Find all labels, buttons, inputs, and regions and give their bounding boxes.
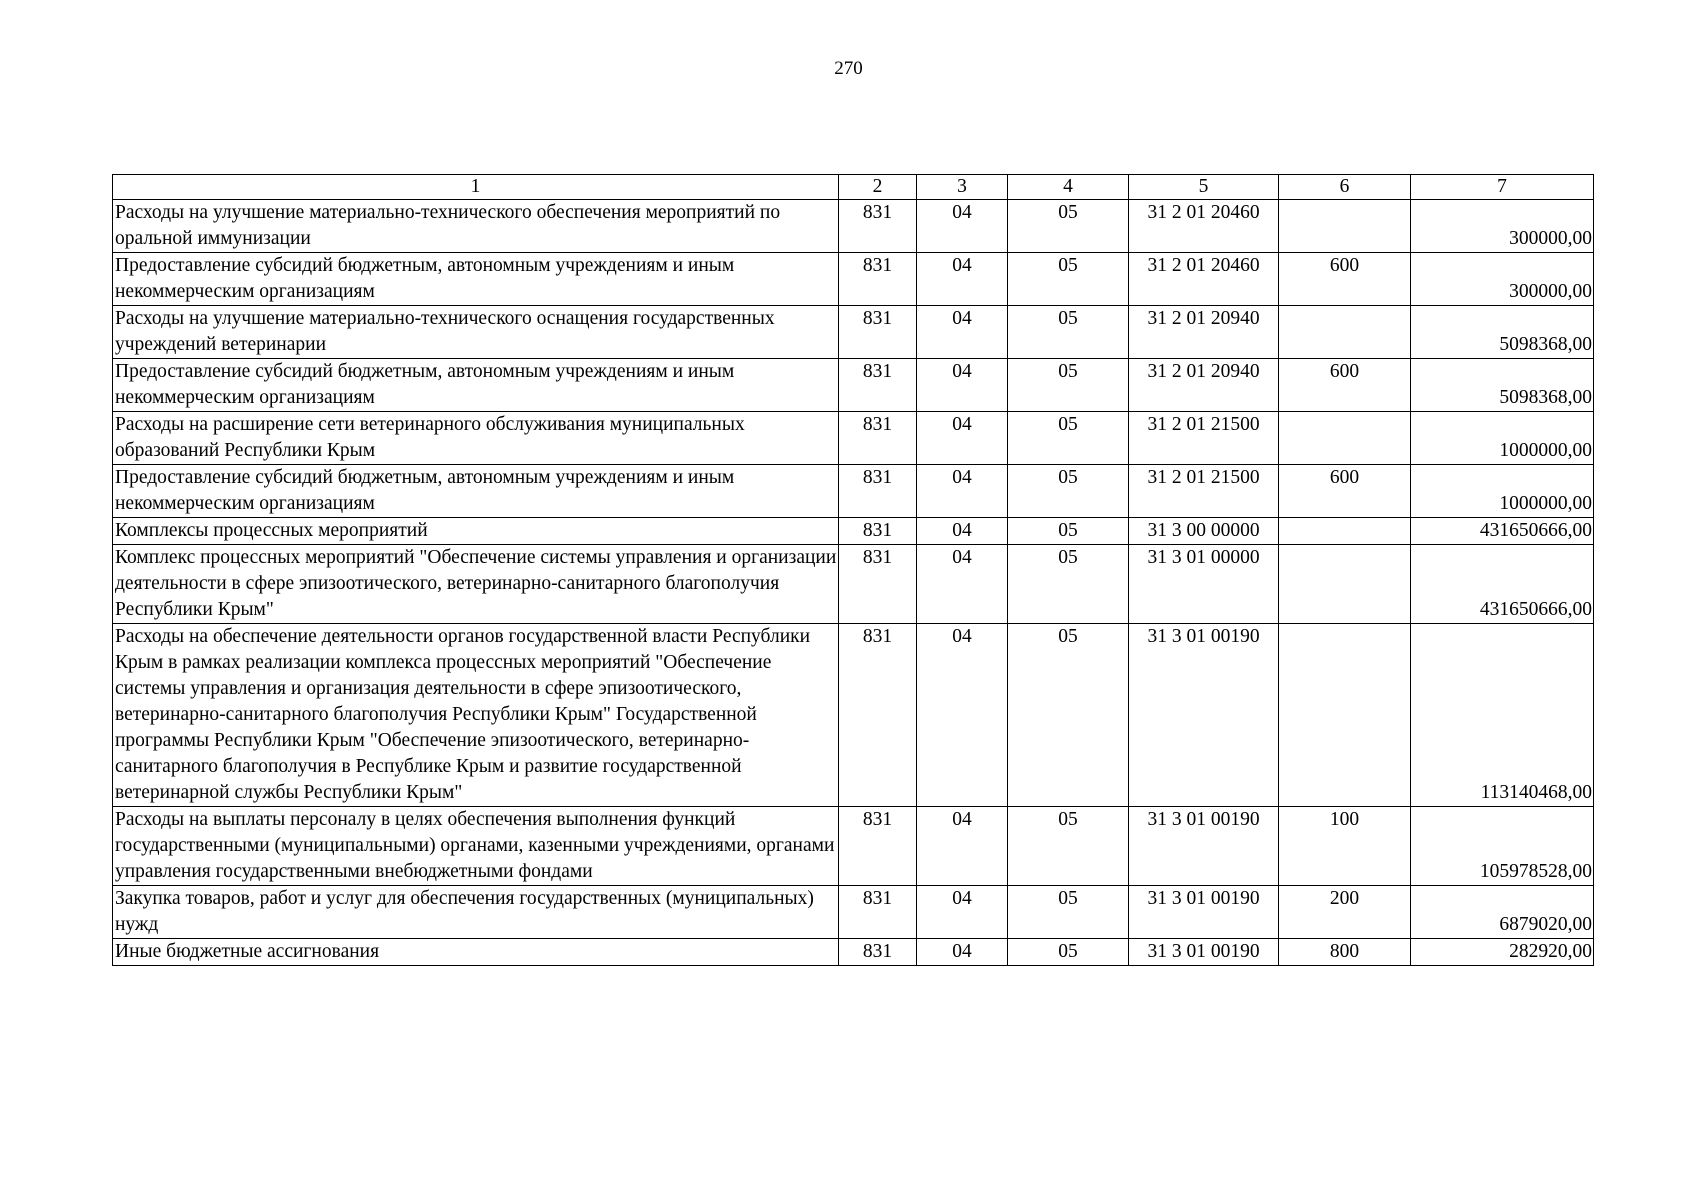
cell-target-item: 31 3 01 00190 — [1129, 807, 1279, 886]
column-header: 5 — [1129, 175, 1279, 200]
row-description: Расходы на улучшение материально-технического оснащения государственных учреждений ветеринарии — [113, 306, 839, 359]
cell-amount: 1000000,00 — [1411, 465, 1594, 518]
cell-target-item: 31 3 01 00190 — [1129, 624, 1279, 807]
table-row — [113, 545, 1594, 624]
cell-target-item: 31 3 01 00190 — [1129, 886, 1279, 939]
cell-amount: 6879020,00 — [1411, 886, 1594, 939]
column-header: 4 — [1008, 175, 1129, 200]
row-description: Предоставление субсидий бюджетным, автономным учреждениям и иным некоммерческим организациям — [113, 465, 839, 518]
cell-amount: 5098368,00 — [1411, 359, 1594, 412]
row-description: Комплексы процессных мероприятий — [113, 518, 839, 545]
row-description: Расходы на обеспечение деятельности органов государственной власти Республики Крым в рамках реализации комплекса процессных мероприятий "Обеспечение системы управления и организация деятельности в сфере эпизоотического, ветеринарно-санитарного благополучия Республики Крым" Государственной программы Республики Крым "Обеспечение эпизоотического, ветеринарно-санитарного благополучия в Республике Крым и развитие государственной ветеринарной службы Республики Крым" — [113, 624, 839, 807]
cell-subsection: 05 — [1008, 939, 1129, 966]
cell-ministry-code: 831 — [839, 545, 917, 624]
cell-section: 04 — [917, 939, 1008, 966]
cell-expense-type — [1279, 624, 1411, 807]
cell-target-item: 31 3 01 00000 — [1129, 545, 1279, 624]
cell-expense-type: 200 — [1279, 886, 1411, 939]
table-row — [113, 518, 1594, 545]
cell-subsection: 05 — [1008, 518, 1129, 545]
cell-expense-type — [1279, 306, 1411, 359]
cell-expense-type: 600 — [1279, 465, 1411, 518]
table-row — [113, 465, 1594, 518]
column-header: 6 — [1279, 175, 1411, 200]
cell-section: 04 — [917, 518, 1008, 545]
cell-amount: 300000,00 — [1411, 200, 1594, 253]
cell-subsection: 05 — [1008, 359, 1129, 412]
cell-section: 04 — [917, 624, 1008, 807]
table-row — [113, 807, 1594, 886]
row-description: Комплекс процессных мероприятий "Обеспечение системы управления и организации деятельности в сфере эпизоотического, ветеринарно-санитарного благополучия Республики Крым" — [113, 545, 839, 624]
cell-section: 04 — [917, 200, 1008, 253]
row-description: Иные бюджетные ассигнования — [113, 939, 839, 966]
cell-expense-type: 100 — [1279, 807, 1411, 886]
table-row — [113, 253, 1594, 306]
cell-ministry-code: 831 — [839, 253, 917, 306]
cell-subsection: 05 — [1008, 412, 1129, 465]
page-number: 270 — [834, 58, 863, 79]
cell-ministry-code: 831 — [839, 200, 917, 253]
column-header: 3 — [917, 175, 1008, 200]
cell-ministry-code: 831 — [839, 465, 917, 518]
cell-subsection: 05 — [1008, 306, 1129, 359]
table-row — [113, 939, 1594, 966]
cell-ministry-code: 831 — [839, 412, 917, 465]
cell-amount: 282920,00 — [1411, 939, 1594, 966]
cell-expense-type: 600 — [1279, 253, 1411, 306]
cell-target-item: 31 3 00 00000 — [1129, 518, 1279, 545]
cell-section: 04 — [917, 359, 1008, 412]
cell-subsection: 05 — [1008, 886, 1129, 939]
column-header: 7 — [1411, 175, 1594, 200]
row-description: Расходы на расширение сети ветеринарного обслуживания муниципальных образований Республики Крым — [113, 412, 839, 465]
table-header-row — [113, 175, 1594, 200]
cell-section: 04 — [917, 253, 1008, 306]
column-header: 2 — [839, 175, 917, 200]
cell-section: 04 — [917, 306, 1008, 359]
cell-expense-type — [1279, 545, 1411, 624]
row-description: Предоставление субсидий бюджетным, автономным учреждениям и иным некоммерческим организациям — [113, 359, 839, 412]
row-description: Расходы на выплаты персоналу в целях обеспечения выполнения функций государственными (муниципальными) органами, казенными учреждениями, органами управления государственными внебюджетными фондами — [113, 807, 839, 886]
cell-ministry-code: 831 — [839, 359, 917, 412]
table-row — [113, 412, 1594, 465]
cell-target-item: 31 2 01 20460 — [1129, 253, 1279, 306]
cell-expense-type — [1279, 518, 1411, 545]
cell-amount: 1000000,00 — [1411, 412, 1594, 465]
cell-section: 04 — [917, 465, 1008, 518]
cell-subsection: 05 — [1008, 545, 1129, 624]
cell-expense-type: 600 — [1279, 359, 1411, 412]
cell-subsection: 05 — [1008, 253, 1129, 306]
cell-target-item: 31 3 01 00190 — [1129, 939, 1279, 966]
cell-expense-type — [1279, 412, 1411, 465]
cell-ministry-code: 831 — [839, 939, 917, 966]
cell-ministry-code: 831 — [839, 624, 917, 807]
cell-target-item: 31 2 01 20460 — [1129, 200, 1279, 253]
cell-amount: 300000,00 — [1411, 253, 1594, 306]
cell-amount: 431650666,00 — [1411, 545, 1594, 624]
cell-target-item: 31 2 01 20940 — [1129, 359, 1279, 412]
table-row — [113, 359, 1594, 412]
table-row — [113, 886, 1594, 939]
table-row — [113, 306, 1594, 359]
row-description: Закупка товаров, работ и услуг для обеспечения государственных (муниципальных) нужд — [113, 886, 839, 939]
cell-section: 04 — [917, 807, 1008, 886]
cell-target-item: 31 2 01 20940 — [1129, 306, 1279, 359]
table-row — [113, 624, 1594, 807]
cell-subsection: 05 — [1008, 807, 1129, 886]
cell-ministry-code: 831 — [839, 518, 917, 545]
row-description: Расходы на улучшение материально-технического обеспечения мероприятий по оральной иммунизации — [113, 200, 839, 253]
cell-subsection: 05 — [1008, 465, 1129, 518]
cell-section: 04 — [917, 545, 1008, 624]
cell-amount: 105978528,00 — [1411, 807, 1594, 886]
row-description: Предоставление субсидий бюджетным, автономным учреждениям и иным некоммерческим организациям — [113, 253, 839, 306]
cell-expense-type: 800 — [1279, 939, 1411, 966]
column-header: 1 — [113, 175, 839, 200]
cell-ministry-code: 831 — [839, 886, 917, 939]
budget-table — [112, 174, 1594, 966]
cell-target-item: 31 2 01 21500 — [1129, 412, 1279, 465]
cell-subsection: 05 — [1008, 624, 1129, 807]
cell-amount: 431650666,00 — [1411, 518, 1594, 545]
cell-ministry-code: 831 — [839, 306, 917, 359]
cell-amount: 113140468,00 — [1411, 624, 1594, 807]
cell-subsection: 05 — [1008, 200, 1129, 253]
cell-section: 04 — [917, 412, 1008, 465]
table-row — [113, 200, 1594, 253]
cell-amount: 5098368,00 — [1411, 306, 1594, 359]
cell-section: 04 — [917, 886, 1008, 939]
cell-ministry-code: 831 — [839, 807, 917, 886]
cell-target-item: 31 2 01 21500 — [1129, 465, 1279, 518]
cell-expense-type — [1279, 200, 1411, 253]
